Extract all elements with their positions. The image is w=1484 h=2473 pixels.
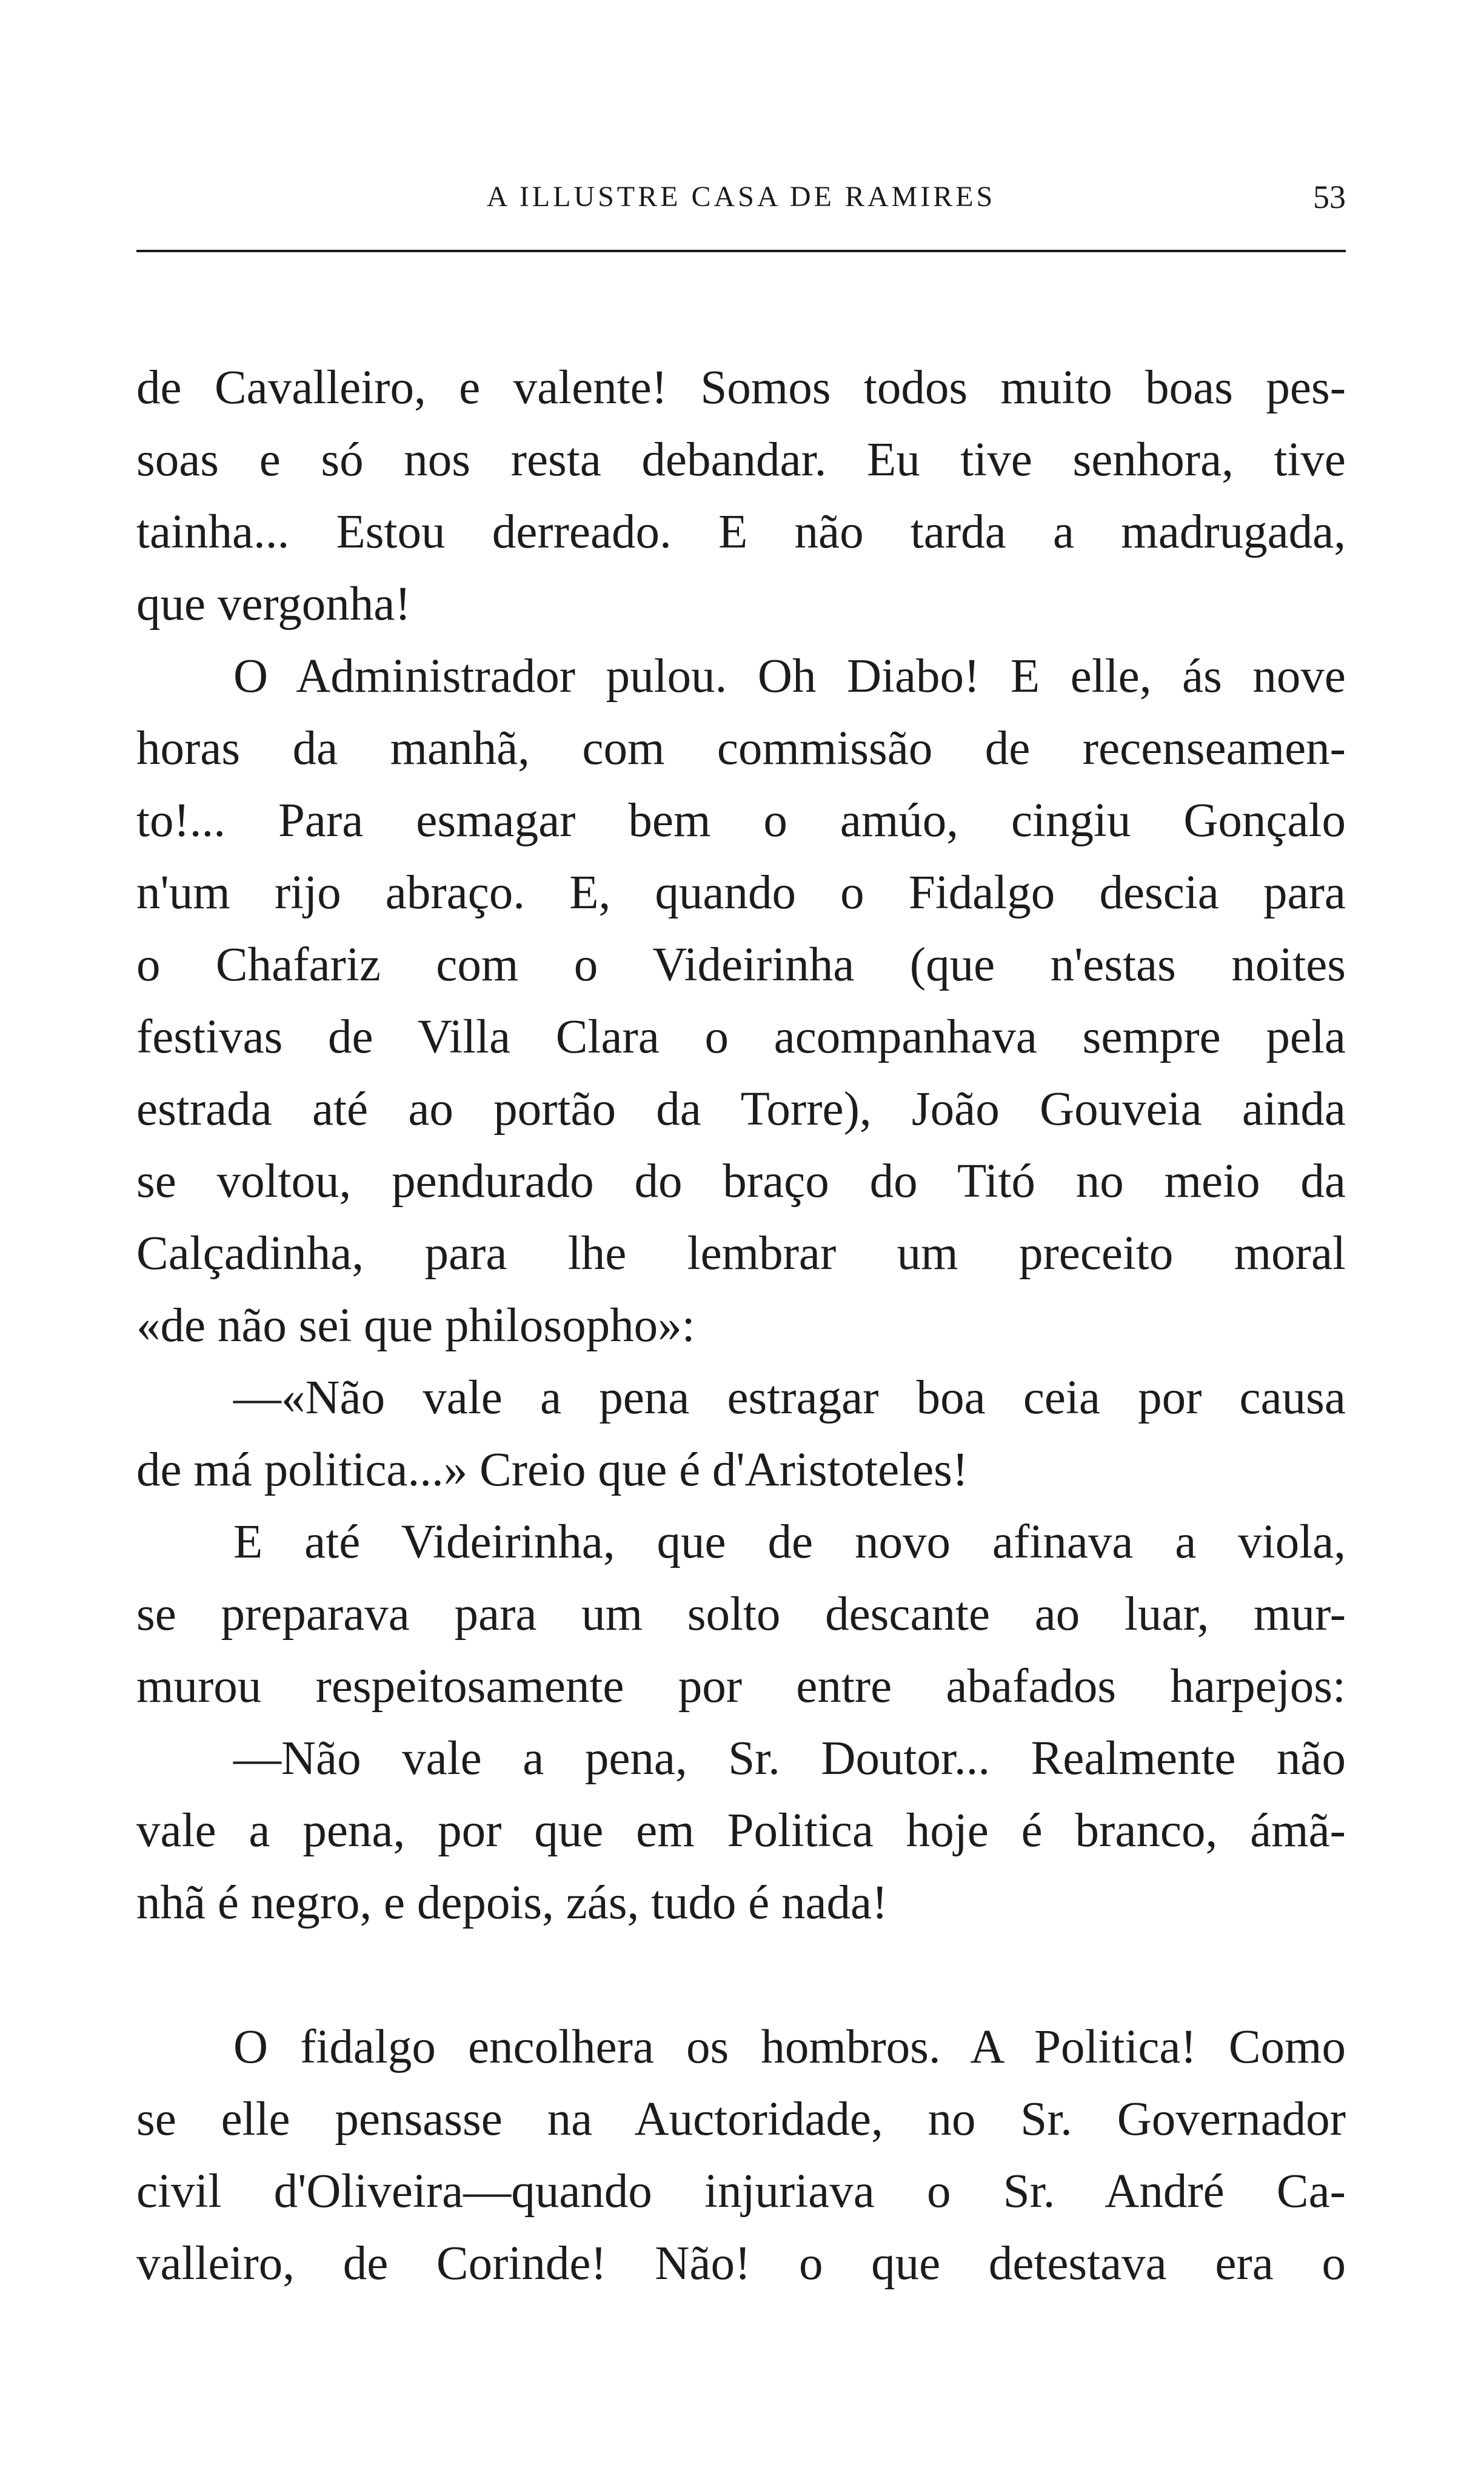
text-line: que vergonha! (136, 578, 411, 631)
text-line: O Administrador pulou. Oh Diabo! E elle, ás nove (233, 650, 1346, 703)
text-line: valleiro, de Corinde! Não! o que detestava era o (136, 2237, 1346, 2290)
text-line: tainha... Estou derreado. E não tarda a madrugada, (136, 506, 1346, 558)
text-line: —«Não vale a pena estragar boa ceia por causa (233, 1371, 1346, 1424)
text-line: soas e só nos resta debandar. Eu tive senhora, tive (136, 433, 1346, 486)
text-line: se preparava para um solto descante ao luar, mur- (136, 1588, 1346, 1641)
text-line: se elle pensasse na Auctoridade, no Sr. Governador (136, 2093, 1346, 2146)
text-line: murou respeitosamente por entre abafados harpejos: (136, 1660, 1346, 1713)
page-number: 53 (1313, 179, 1346, 215)
text-line: E até Videirinha, que de novo afinava a viola, (233, 1516, 1346, 1568)
text-line: de má politica...» Creio que é d'Aristoteles! (136, 1444, 969, 1496)
text-line: to!... Para esmagar bem o amúo, cingiu Gonçalo (136, 794, 1346, 847)
text-line: nhã é negro, e depois, zás, tudo é nada! (136, 1876, 888, 1929)
text-line: n'um rijo abraço. E, quando o Fidalgo descia para (136, 866, 1346, 919)
text-line: «de não sei que philosopho»: (136, 1299, 695, 1352)
running-title: A ILLUSTRE CASA DE RAMIRES (486, 181, 996, 213)
text-line: —Não vale a pena, Sr. Doutor... Realmente não (233, 1732, 1346, 1785)
text-line: festivas de Villa Clara o acompanhava sempre pela (136, 1011, 1346, 1063)
running-head (136, 176, 1346, 218)
text-line: vale a pena, por que em Politica hoje é branco, ámã- (136, 1804, 1346, 1857)
text-line: estrada até ao portão da Torre), João Gouveia ainda (136, 1083, 1346, 1136)
text-line: horas da manhã, com commissão de recenseamen- (136, 722, 1346, 775)
text-line: Calçadinha, para lhe lembrar um preceito moral (136, 1227, 1346, 1280)
body-text (136, 352, 1346, 2300)
text-line: O fidalgo encolhera os hombros. A Politica! Como (233, 2021, 1346, 2073)
text-line: se voltou, pendurado do braço do Titó no meio da (136, 1155, 1346, 1208)
text-line: de Cavalleiro, e valente! Somos todos muito boas pes- (136, 361, 1346, 414)
header-rule (136, 250, 1346, 252)
text-line: civil d'Oliveira—quando injuriava o Sr. André Ca- (136, 2165, 1346, 2218)
text-line: o Chafariz com o Videirinha (que n'estas noites (136, 939, 1346, 991)
